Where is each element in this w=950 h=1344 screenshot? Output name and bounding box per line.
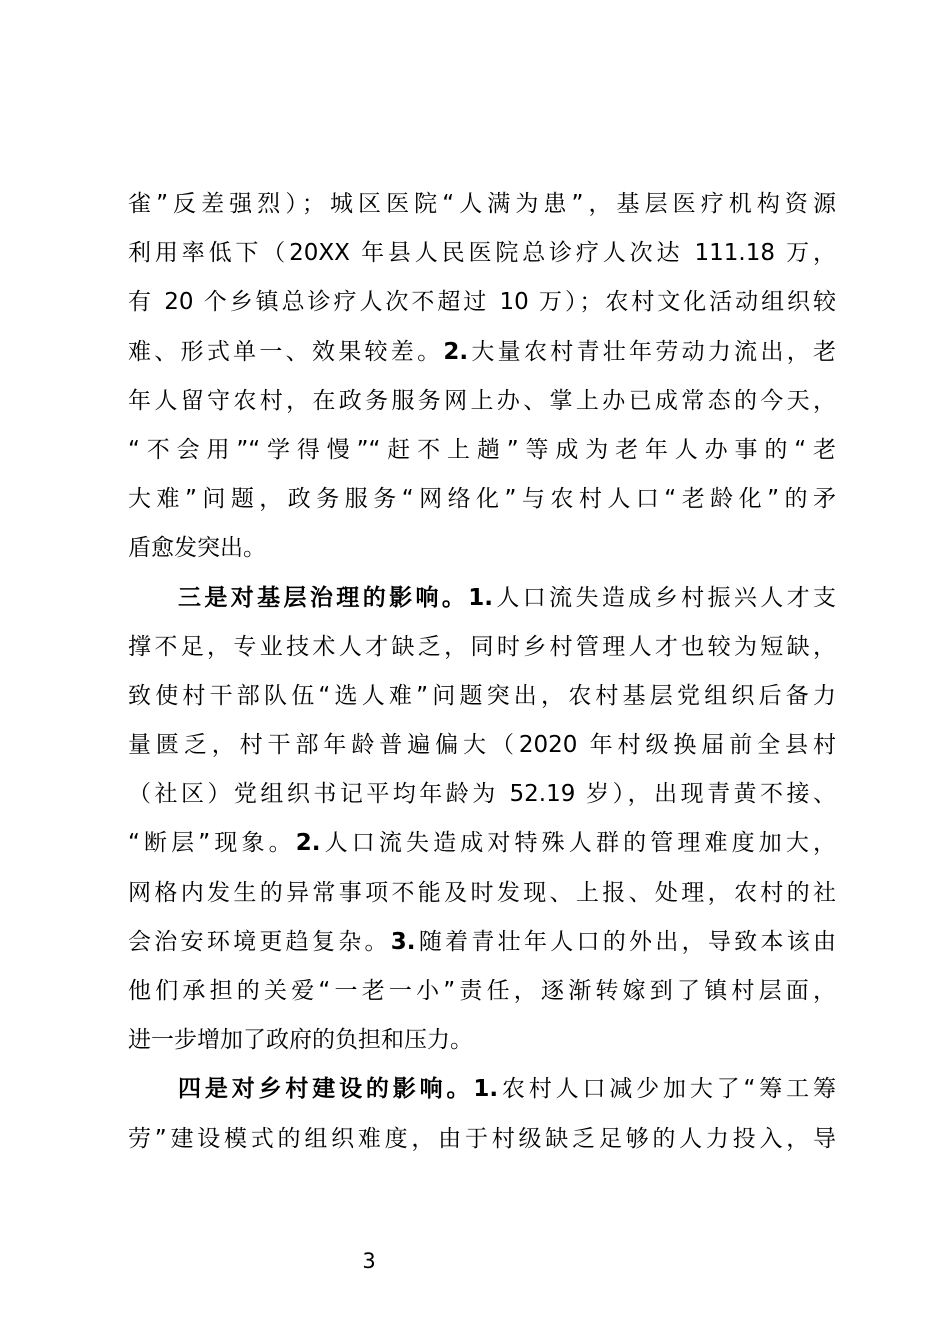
text-line: 大难”问题，政务服务“网络化”与农村人口“老龄化”的矛 xyxy=(128,486,836,513)
text-line: 有 20 个乡镇总诊疗人次不超过 10 万）；农村文化活动组织较 xyxy=(128,289,836,316)
paragraph-start-line: 四是对乡村建设的影响。1.农村人口减少加大了“筹工筹 xyxy=(178,1076,837,1103)
text-line: 年人留守农村，在政务服务网上办、掌上办已成常态的今天， xyxy=(128,387,836,414)
text-line: （社区）党组织书记平均年龄为 52.19 岁），出现青黄不接、 xyxy=(128,781,836,808)
text-line: 劳”建设模式的组织难度，由于村级缺乏足够的人力投入，导 xyxy=(128,1125,836,1152)
text-line: 他们承担的关爱“一老一小”责任，逐渐转嫁到了镇村层面， xyxy=(128,978,836,1004)
paragraph-end-line: 进一步增加了政府的负担和压力。 xyxy=(128,1027,473,1054)
section-heading-governance: 三是对基层治理的影响。 xyxy=(178,584,469,611)
text-line: 量匮乏，村干部年龄普遍偏大（2020 年村级换届前全县村 xyxy=(128,732,836,759)
text-line: 难、形式单一、效果较差。2.大量农村青壮年劳动力流出，老 xyxy=(128,338,837,365)
body-text xyxy=(128,180,836,1164)
text-line: 撑不足，专业技术人才缺乏，同时乡村管理人才也较为短缺， xyxy=(128,633,836,660)
text-line: 网格内发生的异常事项不能及时发现、上报、处理，农村的社 xyxy=(128,879,836,906)
paragraph-end-line: 盾愈发突出。 xyxy=(128,535,266,562)
text-line: 会治安环境更趋复杂。3.随着青壮年人口的外出，导致本该由 xyxy=(128,928,837,955)
text-line: “断层”现象。2.人口流失造成对特殊人群的管理难度加大， xyxy=(128,830,836,857)
text-line: 利用率低下（20XX 年县人民医院总诊疗人次达 111.18 万， xyxy=(128,240,836,267)
text-line: “不会用”“学得慢”“赶不上趟”等成为老年人办事的“老 xyxy=(128,436,836,463)
text-line: 雀”反差强烈）；城区医院“人满为患”，基层医疗机构资源 xyxy=(128,191,836,217)
paragraph-start-line: 三是对基层治理的影响。1.人口流失造成乡村振兴人才支 xyxy=(178,584,837,611)
text-line: 致使村干部队伍“选人难”问题突出，农村基层党组织后备力 xyxy=(128,682,836,709)
section-heading-rural-construction: 四是对乡村建设的影响。 xyxy=(178,1076,474,1103)
page-number: 3 xyxy=(362,1249,376,1273)
